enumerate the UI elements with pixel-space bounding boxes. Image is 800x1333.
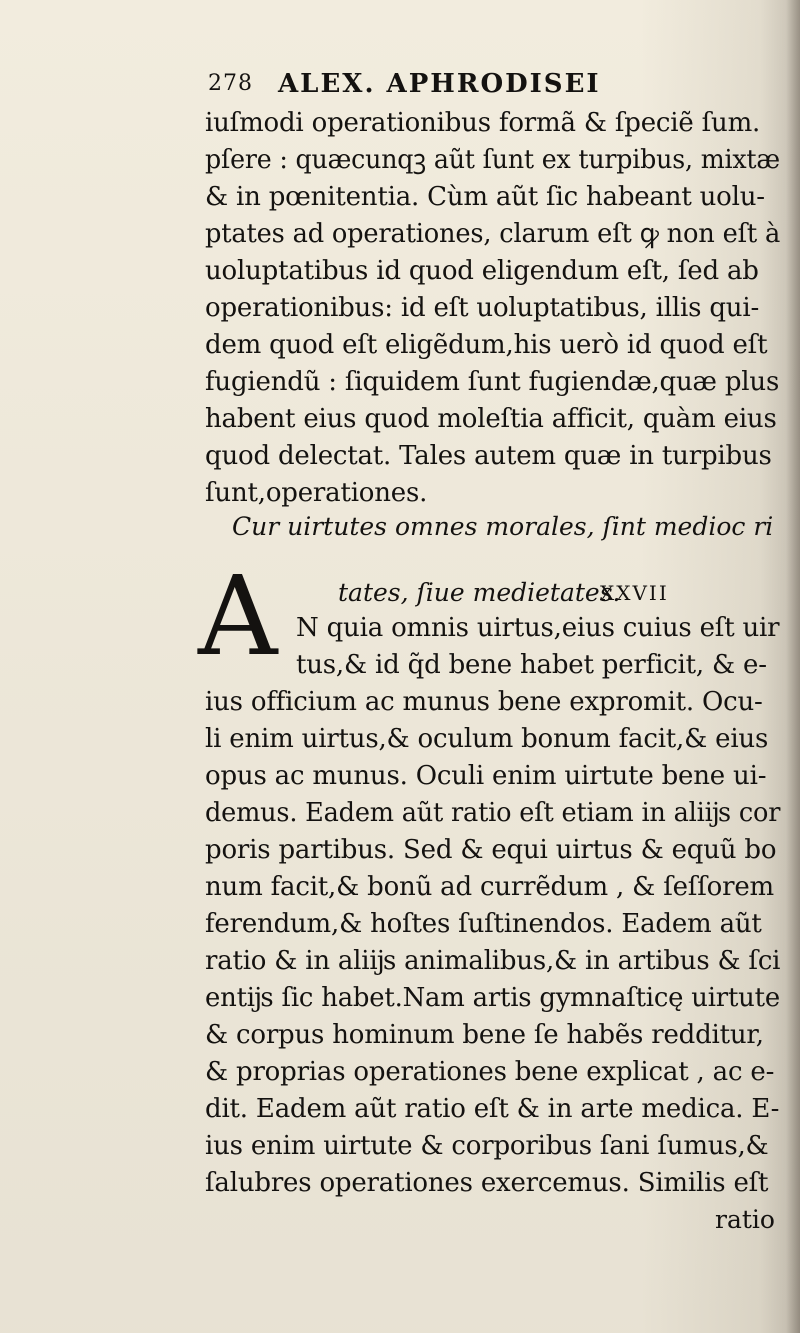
catchword: ratio [715,1205,775,1234]
text-line: poris partibus. Sed & equi uirtus & equũ bo [205,835,777,865]
text-line: ratio & in aliĳs animalibus,& in artibus & ſci [205,946,781,976]
drop-cap: A [198,552,278,680]
text-line: li enim uirtus,& oculum bonum facit,& eius [205,724,769,754]
text-line: quod delectat. Tales autem quæ in turpibus [205,441,772,471]
text-line: demus. Eadem aũt ratio eſt etiam in aliĳs cor [205,798,781,828]
text-line: habent eius quod moleſtia afficit, quàm eius [205,404,777,434]
text-line: & corpus hominum bene ſe habẽs redditur, [205,1020,764,1050]
text-line: ptates ad operationes, clarum eſt ꝙ non eſt à [205,219,781,249]
chapter-heading-line-2: tates, ſiue medietates. [338,578,621,607]
page-header [208,66,748,102]
text-line: entĳs ſic habet.Nam artis gymnaſticę uirtute [205,983,780,1013]
chapter-heading-line-1: Cur uirtutes omnes morales, ſint medioc ri [232,512,774,541]
text-line: ius officium ac munus bene expromit. Ocu- [205,687,763,717]
text-line: fugiendũ : ſiquidem ſunt fugiendæ,quæ plus [205,367,780,397]
text-line: operationibus: id eſt uoluptatibus, illis qui- [205,293,760,323]
text-line: dit. Eadem aũt ratio eſt & in arte medica. E- [205,1094,780,1124]
text-line: pſere : quæcunqꝫ aũt ſunt ex turpibus, mixtæ [205,145,780,175]
text-line: N quia omnis uirtus,eius cuius eſt uir [296,613,780,643]
text-line: & proprias operationes bene explicat , ac e- [205,1057,775,1087]
running-head: ALEX. APHRODISEI [278,69,601,99]
text-line: ferendum,& hoſtes ſuſtinendos. Eadem aũt [205,909,762,939]
text-line: opus ac munus. Oculi enim uirtute bene ui- [205,761,767,791]
text-line: iuſmodi operationibus formã & ſpeciẽ ſum. [205,108,761,138]
text-line: ſunt,operationes. [205,478,428,508]
chapter-number: XXVII [600,581,669,605]
text-line: ius enim uirtute & corporibus ſani ſumus,& [205,1131,769,1161]
page-number: 278 [208,71,253,96]
text-line: tus,& id q̃d bene habet perficit, & e- [296,650,767,680]
text-line: num facit,& bonũ ad currẽdum , & ſeſſorem [205,872,774,902]
text-line: dem quod eſt eligẽdum,his uerò id quod eſt [205,330,768,360]
text-line: & in pœnitentia. Cùm aũt ſic habeant uolu- [205,182,765,212]
text-line: uoluptatibus id quod eligendum eſt, ſed ab [205,256,759,286]
text-line: ſalubres operationes exercemus. Similis eſt [205,1168,769,1198]
